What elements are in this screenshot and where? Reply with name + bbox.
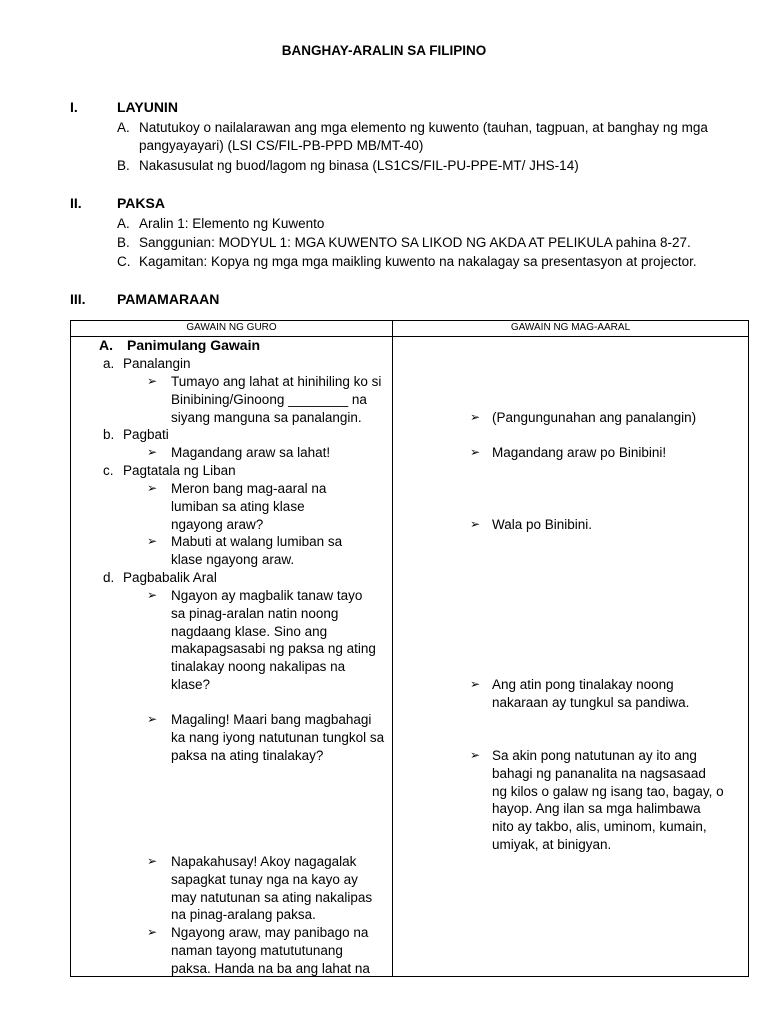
- teacher-line: Napakahusay! Akoy nagagalak sapagkat tunay nga na kayo ay may natutunan sa ating nakalipas na pinag-aralang paksa.: [171, 854, 373, 923]
- student-line: Sa akin pong natutunan ay ito ang bahagi ng pananalita na nagsasaad ng kilos o galaw ng isang tao, bagay, o hayop. Ang ilan sa mga halimbawa nito ay takbo, alis, uminom, kumain, umiyak, at binigyan.: [492, 748, 724, 852]
- sub-label: Panalangin: [123, 356, 191, 371]
- student-line: Magandang araw po Binibini!: [492, 445, 667, 460]
- sub-letter: c.: [103, 463, 114, 478]
- section-title-paksa: PAKSA: [117, 195, 165, 211]
- lesson-table: [70, 320, 749, 977]
- bullet-arrow-icon: ➢: [147, 925, 158, 939]
- bullet-arrow-icon: ➢: [470, 517, 481, 531]
- column-header-guro: GAWAIN NG GURO: [186, 322, 277, 333]
- list-letter: B.: [117, 158, 130, 173]
- teacher-line: Magandang araw sa lahat!: [171, 445, 331, 460]
- list-letter: A.: [117, 216, 130, 231]
- bullet-arrow-icon: ➢: [470, 445, 481, 459]
- sub-letter: a.: [103, 356, 115, 371]
- page-title: BANGHAY-ARALIN SA FILIPINO: [281, 43, 487, 58]
- list-item: [117, 119, 728, 155]
- bullet-arrow-icon: ➢: [147, 481, 158, 495]
- student-line: (Pangungunahan ang panalangin): [492, 410, 697, 425]
- sub-letter: d.: [103, 570, 115, 585]
- bullet-arrow-icon: ➢: [470, 677, 481, 691]
- list-letter: A.: [117, 120, 130, 135]
- student-line: Wala po Binibini.: [492, 517, 593, 532]
- list-item: [117, 253, 728, 271]
- section-title-layunin: LAYUNIN: [117, 99, 178, 115]
- bullet-arrow-icon: ➢: [147, 534, 158, 548]
- sub-label: Pagbati: [123, 427, 169, 442]
- bullet-arrow-icon: ➢: [147, 374, 158, 388]
- student-line: Ang atin pong tinalakay noong nakaraan ay tungkul sa pandiwa.: [492, 677, 690, 710]
- list-text: Aralin 1: Elemento ng Kuwento: [139, 216, 325, 231]
- teacher-line: Magaling! Maari bang magbahagi ka nang iyong natutunan tungkol sa paksa na ating tinalakay?: [171, 712, 385, 763]
- bullet-arrow-icon: ➢: [147, 712, 158, 726]
- list-letter: C.: [117, 254, 131, 269]
- list-item: [117, 234, 728, 252]
- section-num-1: I.: [70, 99, 78, 115]
- sub-letter: b.: [103, 427, 115, 442]
- bullet-arrow-icon: ➢: [147, 445, 158, 459]
- teacher-line: Ngayon ay magbalik tanaw tayo sa pinag-aralan natin noong nagdaang klase. Sino ang makapagsasabi ng paksa ng ating tinalakay noong nakalipas na klase?: [171, 588, 376, 692]
- section-title-pamamaraan: PAMAMARAAN: [117, 291, 220, 307]
- list-text: Nakasusulat ng buod/lagom ng binasa (LS1CS/FIL-PU-PPE-MT/ JHS-14): [139, 158, 579, 173]
- teacher-line: Ngayong araw, may panibago na naman tayong matututunang paksa. Handa na ba ang lahat na: [171, 925, 370, 976]
- bullet-arrow-icon: ➢: [470, 410, 481, 424]
- sub-label: Pagbabalik Aral: [123, 570, 217, 585]
- column-header-mag-aaral: GAWAIN NG MAG-AARAL: [510, 322, 631, 333]
- teacher-line: Mabuti at walang lumiban sa klase ngayong araw.: [171, 534, 343, 567]
- list-item: [117, 157, 728, 175]
- section-num-3: III.: [70, 291, 86, 307]
- bullet-arrow-icon: ➢: [147, 588, 158, 602]
- list-text: Kagamitan: Kopya ng mga mga maikling kuwento na nakalagay sa presentasyon at projector.: [139, 254, 697, 269]
- list-item: [117, 215, 728, 233]
- section-num-2: II.: [70, 195, 82, 211]
- list-text: Sanggunian: MODYUL 1: MGA KUWENTO SA LIKOD NG AKDA AT PELIKULA pahina 8-27.: [139, 235, 691, 250]
- bullet-arrow-icon: ➢: [470, 748, 481, 762]
- teacher-column: [71, 321, 749, 977]
- section-a-heading: A. Panimulang Gawain: [99, 337, 261, 353]
- list-text: Natutukoy o nailalarawan ang mga elemento ng kuwento (tauhan, tagpuan, at banghay ng mga pangyayayari) (LSI CS/FIL-PB-PPD MB/MT-40): [139, 120, 708, 153]
- bullet-arrow-icon: ➢: [147, 854, 158, 868]
- teacher-line: Tumayo ang lahat at hinihiling ko si Binibining/Ginoong ________ na siyang manguna sa panalangin.: [171, 374, 382, 425]
- list-letter: B.: [117, 235, 130, 250]
- sub-label: Pagtatala ng Liban: [123, 463, 236, 478]
- teacher-line: Meron bang mag-aaral na lumiban sa ating klase ngayong araw?: [171, 481, 327, 532]
